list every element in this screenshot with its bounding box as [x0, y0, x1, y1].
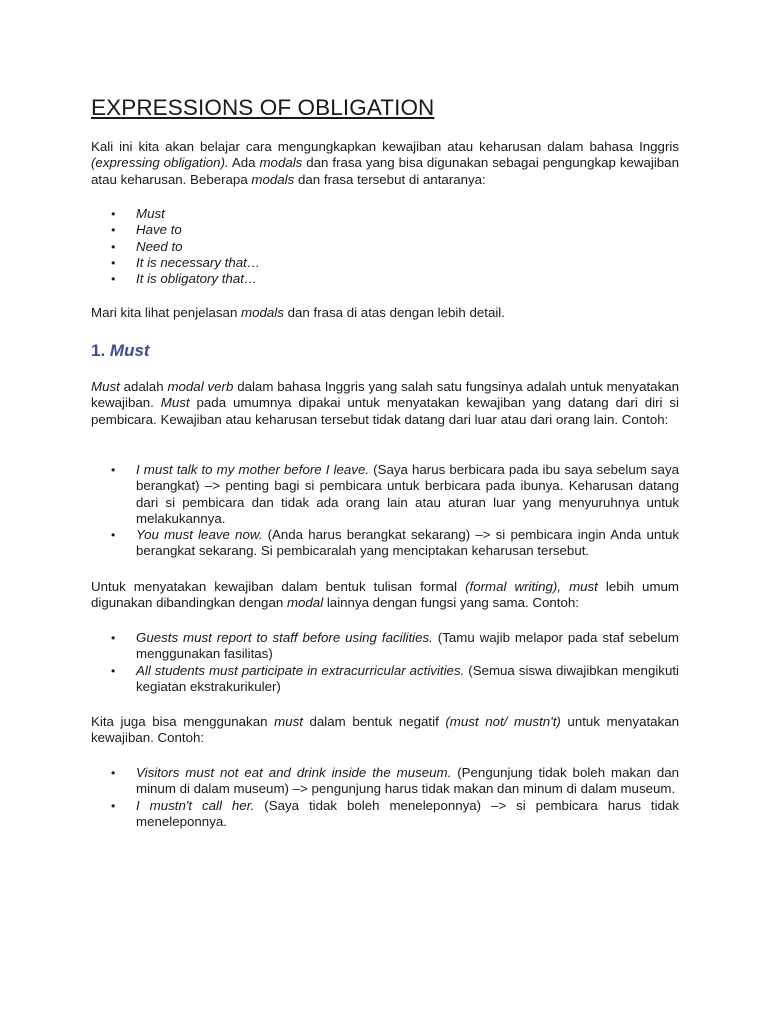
text-run: adalah [119, 379, 168, 394]
list-item [91, 527, 679, 560]
text-run: lebih umum digunakan dibandingkan dengan [91, 579, 679, 611]
section-heading [91, 341, 150, 361]
text-run: dalam bentuk negatif [302, 714, 446, 729]
text-run: Kali ini kita akan belajar cara mengungkapkan kewajiban atau keharusan dalam bahasa Inggris [91, 139, 679, 154]
text-run: untuk menyatakan kewajiban. Contoh: [91, 714, 679, 746]
list-item: • Have to [91, 222, 679, 238]
text-run: (Saya tidak boleh meneleponnya) –> si pembicara harus tidak meneleponnya. [136, 797, 679, 829]
list-item [91, 765, 679, 798]
text-run: (Tamu wajib melapor pada staf sebelum menggunakan fasilitas) [136, 630, 679, 662]
lead-paragraph [91, 305, 679, 321]
text-run: (expressing obligation). [91, 155, 229, 171]
text-run: Kita juga bisa menggunakan [91, 714, 275, 729]
text-run: Guests must report to staff before using facilities. [136, 630, 433, 645]
section-paragraph [91, 379, 679, 428]
text-run: I must talk to my mother before I leave. [136, 462, 370, 477]
text-run: (Semua siswa diwajibkan mengikuti kegiatan ekstrakurikuler) [136, 662, 679, 694]
text-run: lainnya dengan fungsi yang sama. Contoh: [323, 595, 579, 611]
list-item [91, 663, 679, 696]
text-run: pada umumnya dipakai untuk menyatakan kewajiban yang datang dari diri si pembicara. Kewajiban atau keharusan tersebut tidak datang dari luar atau dari orang lain. Contoh: [91, 395, 679, 427]
example-list [91, 630, 679, 695]
list-item [91, 630, 679, 663]
text-run: I mustn't call her. [136, 797, 255, 813]
text-run: modals [251, 171, 295, 187]
list-item [91, 462, 679, 527]
intro-paragraph [91, 139, 679, 188]
list-item: • Need to [91, 239, 679, 255]
section-paragraph [91, 714, 679, 747]
text-run: modals [241, 305, 284, 320]
section-title: Must [109, 341, 150, 360]
list-item [91, 798, 679, 831]
text-run: dan frasa di atas dengan lebih detail. [283, 305, 505, 320]
text-run: modal verb [167, 379, 234, 394]
modal-list [91, 206, 679, 287]
text-run: modal [286, 595, 324, 611]
text-run: (Saya harus berbicara pada ibu saya sebelum saya berangkat) –> penting bagi si pembicara untuk berbicara pada ibunya. Keharusan datang dari si pembicara dan tidak ada orang lain atau aturan luar yang menyuruhnya untuk melakukannya. [136, 462, 679, 526]
text-run: (formal writing), must [465, 579, 598, 594]
text-run: dalam bahasa Inggris yang salah satu fungsinya adalah untuk menyatakan kewajiban. [91, 379, 680, 411]
example-list [91, 765, 679, 830]
text-run: dan frasa yang bisa digunakan sebagai pengungkap kewajiban atau keharusan. Beberapa [91, 155, 679, 187]
text-run: (must not/ mustn't) [445, 714, 561, 729]
example-list [91, 462, 679, 560]
text-run: (Anda harus berangkat sekarang) –> si pembicara ingin Anda untuk berangkat sekarang. Si pembicaralah yang menciptakan keharusan tersebut. [136, 527, 679, 559]
text-run: Ada [228, 155, 260, 171]
list-item: • It is necessary that… [91, 255, 679, 271]
text-run: Must [160, 395, 190, 411]
text-run: Untuk menyatakan kewajiban dalam bentuk tulisan formal [91, 579, 466, 594]
text-run: All students must participate in extracurricular activities. [136, 662, 465, 678]
text-run: Mari kita lihat penjelasan [91, 305, 242, 320]
text-run: modals [259, 155, 303, 171]
text-run: (Pengunjung tidak boleh makan dan minum di dalam museum) –> pengunjung harus tidak makan dan minum di dalam museum. [136, 765, 679, 797]
text-run: Visitors must not eat and drink inside the museum. [136, 765, 452, 780]
list-item: • It is obligatory that… [91, 271, 679, 287]
section-number: 1. [91, 341, 106, 360]
text-run: dan frasa tersebut di antaranya: [294, 171, 486, 187]
text-run: must [274, 714, 303, 729]
section-paragraph [91, 579, 679, 612]
text-run: Must [91, 379, 120, 394]
list-item: • Must [91, 206, 679, 222]
text-run: You must leave now. [136, 527, 263, 543]
page-title: EXPRESSIONS OF OBLIGATION [91, 95, 435, 120]
